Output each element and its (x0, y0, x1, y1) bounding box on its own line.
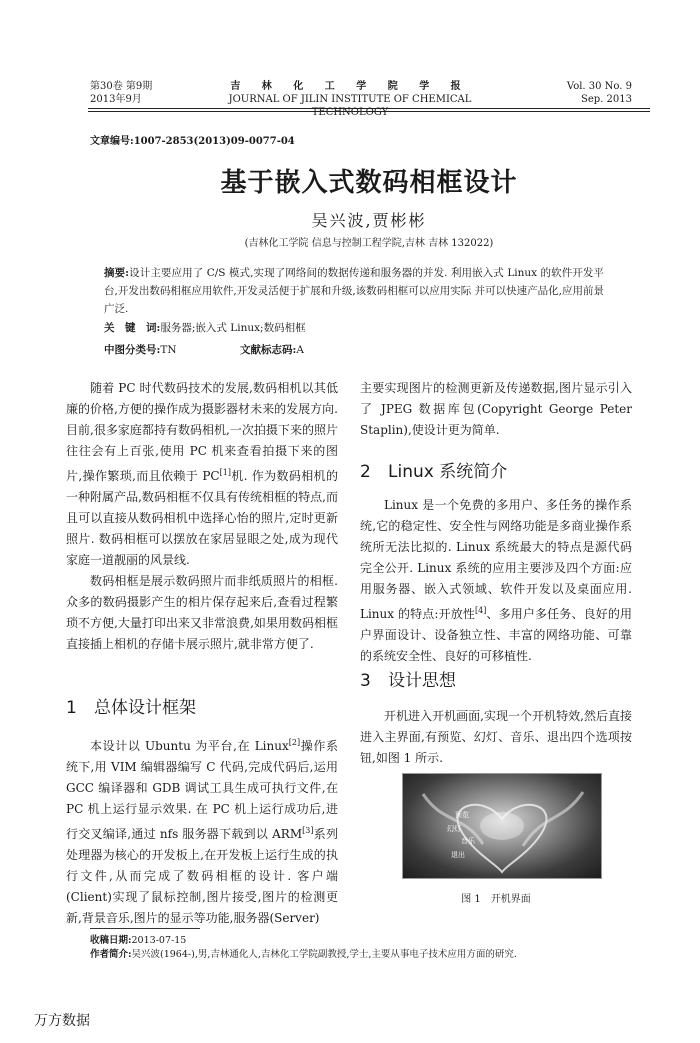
received-value: 2013-07-15 (131, 935, 187, 946)
menu-exit[interactable]: 退出 (451, 851, 465, 859)
page-title: 基于嵌入式数码相框设计 (220, 168, 518, 198)
figure-boot-screen (402, 773, 602, 879)
doc-label: 文献标志码: (240, 344, 297, 356)
header-rule-thin (88, 111, 650, 112)
class-value: TN (160, 344, 177, 356)
left-column (66, 378, 338, 655)
journal-name-cn: 吉 林 化 工 学 院 学 报 (230, 81, 470, 92)
right-column-top (360, 378, 632, 441)
authors: 吴兴波,贾彬彬 (311, 211, 427, 230)
figure-caption: 图 1 开机界面 (461, 894, 531, 905)
wing-right-icon (523, 792, 583, 846)
glow-icon (480, 812, 524, 840)
section-title: 总体设计框架 (94, 698, 196, 718)
volume-number: Vol. 30 No. 9 (566, 81, 632, 92)
section-heading-3 (360, 666, 456, 691)
section-number: 3 (360, 671, 371, 691)
menu-music[interactable]: 音乐 (461, 837, 475, 845)
class-label: 中图分类号: (104, 344, 161, 356)
journal-name (190, 80, 510, 119)
paragraph-intro-2: 数码相框是展示数码照片而非纸质照片的相框. 众多的数码摄影产生的相片保存起来后,查看过程繁琐不方便,大量打印出来又非常浪费,如果用数码相框直接插上相机的存储卡展示照片,就非常方便了. (66, 574, 338, 651)
section-title: 设计思想 (388, 671, 456, 691)
menu-preview[interactable]: 预览 (455, 811, 469, 819)
document-code (240, 342, 304, 357)
figure-art (403, 774, 601, 878)
author-bio (90, 948, 517, 961)
received-label: 收稿日期: (90, 935, 132, 946)
issue-info (90, 80, 152, 106)
left-column-section1 (66, 732, 338, 929)
paragraph-design: 开机进入开机画面,实现一个开机特效,然后直接进入主界面,有预览、幻灯、音乐、退出四个选项按钮,如图 1 所示. (360, 709, 632, 765)
volume-info (567, 80, 632, 106)
paragraph-linux: Linux 是一个免费的多用户、多任务的操作系统,它的稳定性、安全性与网络功能是多商业操作系统所无法比拟的. Linux 系统最大的特点是源代码完全公开. Linux 系统的应用主要涉及四个方面:应用服务器、嵌入式领域、软件开发以及桌面应用. Linux 的特点:开放性[4]、多用户多任务、良好的用户界面设计、设备独立性、丰富的网络功能、可靠的系统安全性、良好的可移植性. (360, 498, 632, 663)
paragraph-jpeg: 主要实现图片的检测更新及传递数据,图片显示引入了 JPEG 数据库包(Copyright George Peter Staplin),使设计更为简单. (360, 381, 632, 437)
right-column-section3 (360, 706, 632, 769)
abstract (104, 264, 604, 318)
section-heading-1 (66, 693, 196, 718)
author-bio-label: 作者简介: (90, 949, 132, 960)
paragraph-intro-1: 随着 PC 时代数码技术的发展,数码相机以其低廉的价格,方便的操作成为摄影器材未来的发展方向. 目前,很多家庭都持有数码相机,一次拍摄下来的照片往往会有上百张,使用 PC 机来查看拍摄下来的图片,操作繁琐,而且依赖于 PC[1]机. 作为数码相机的一种附属产品,数码相框不仅具有传统相框的特点,而且可以直接从数码相机中选择心怡的照片,定时更新照片. 数码相框可以摆放在家居显眼之处,成为现代家庭一道靓丽的风景线. (66, 381, 338, 567)
volume-date: Sep. 2013 (581, 94, 632, 105)
section-number: 2 (360, 462, 371, 482)
header-rule (88, 108, 650, 109)
received-date (90, 934, 186, 947)
author-bio-text: 吴兴波(1964-),男,吉林通化人,吉林化工学院副教授,学士,主要从事电子技术应用方面的研究. (131, 949, 517, 960)
paragraph-framework: 本设计以 Ubuntu 为平台,在 Linux[2]操作系统下,用 VIM 编辑器编写 C 代码,完成代码后,运用 GCC 编译器和 GDB 调试工具生成可执行文件,在 PC 机上运行显示效果. 在 PC 机上运行成功后,进行交叉编译,通过 nfs 服务器下载到以 ARM[3]系列处理器为核心的开发板上,在开发板上运行生成的执行文件,从而完成了数码相框的设计. 客户端(Client)实现了鼠标控制,图片接受,图片的检测更新,背景音乐,图片的显示等功能,服务器(Server) (66, 738, 338, 925)
citation-3[interactable]: [3] (302, 826, 314, 835)
section-title: Linux 系统简介 (388, 462, 508, 482)
keywords-label: 关 键 词: (104, 322, 161, 334)
abstract-label: 摘要: (104, 267, 130, 279)
article-number: 文章编号:1007-2853(2013)09-0077-04 (90, 136, 295, 147)
keywords (104, 320, 306, 335)
journal-name-en: JOURNAL OF JILIN INSTITUTE OF CHEMICAL TECHNOLOGY (228, 94, 472, 118)
right-column-section2 (360, 495, 632, 667)
section-heading-2 (360, 457, 507, 482)
keywords-text: 服务器;嵌入式 Linux;数码相框 (160, 322, 306, 334)
doc-value: A (296, 344, 304, 356)
affiliation: (吉林化工学院 信息与控制工程学院,吉林 吉林 132022) (244, 238, 494, 249)
abstract-text: 设计主要应用了 C/S 模式,实现了网络间的数据传递和服务器的并发. 利用嵌入式 Linux 的软件开发平台,开发出数码相框应用软件,开发灵活便于扩展和升级,该数码相框可以应用实际 并可以快速产品化,应用前景广泛. (104, 267, 604, 315)
footnote-rule (90, 928, 200, 929)
menu-slideshow[interactable]: 幻灯 (447, 825, 461, 833)
section-number: 1 (66, 698, 77, 718)
watermark: 万方数据 (34, 1013, 90, 1029)
citation-4[interactable]: [4] (475, 606, 487, 615)
citation-1[interactable]: [1] (219, 468, 231, 477)
issue-volume: 第30卷 第9期 (90, 81, 153, 92)
citation-2[interactable]: [2] (288, 738, 301, 747)
issue-date: 2013年9月 (90, 94, 142, 105)
classification (104, 342, 177, 357)
